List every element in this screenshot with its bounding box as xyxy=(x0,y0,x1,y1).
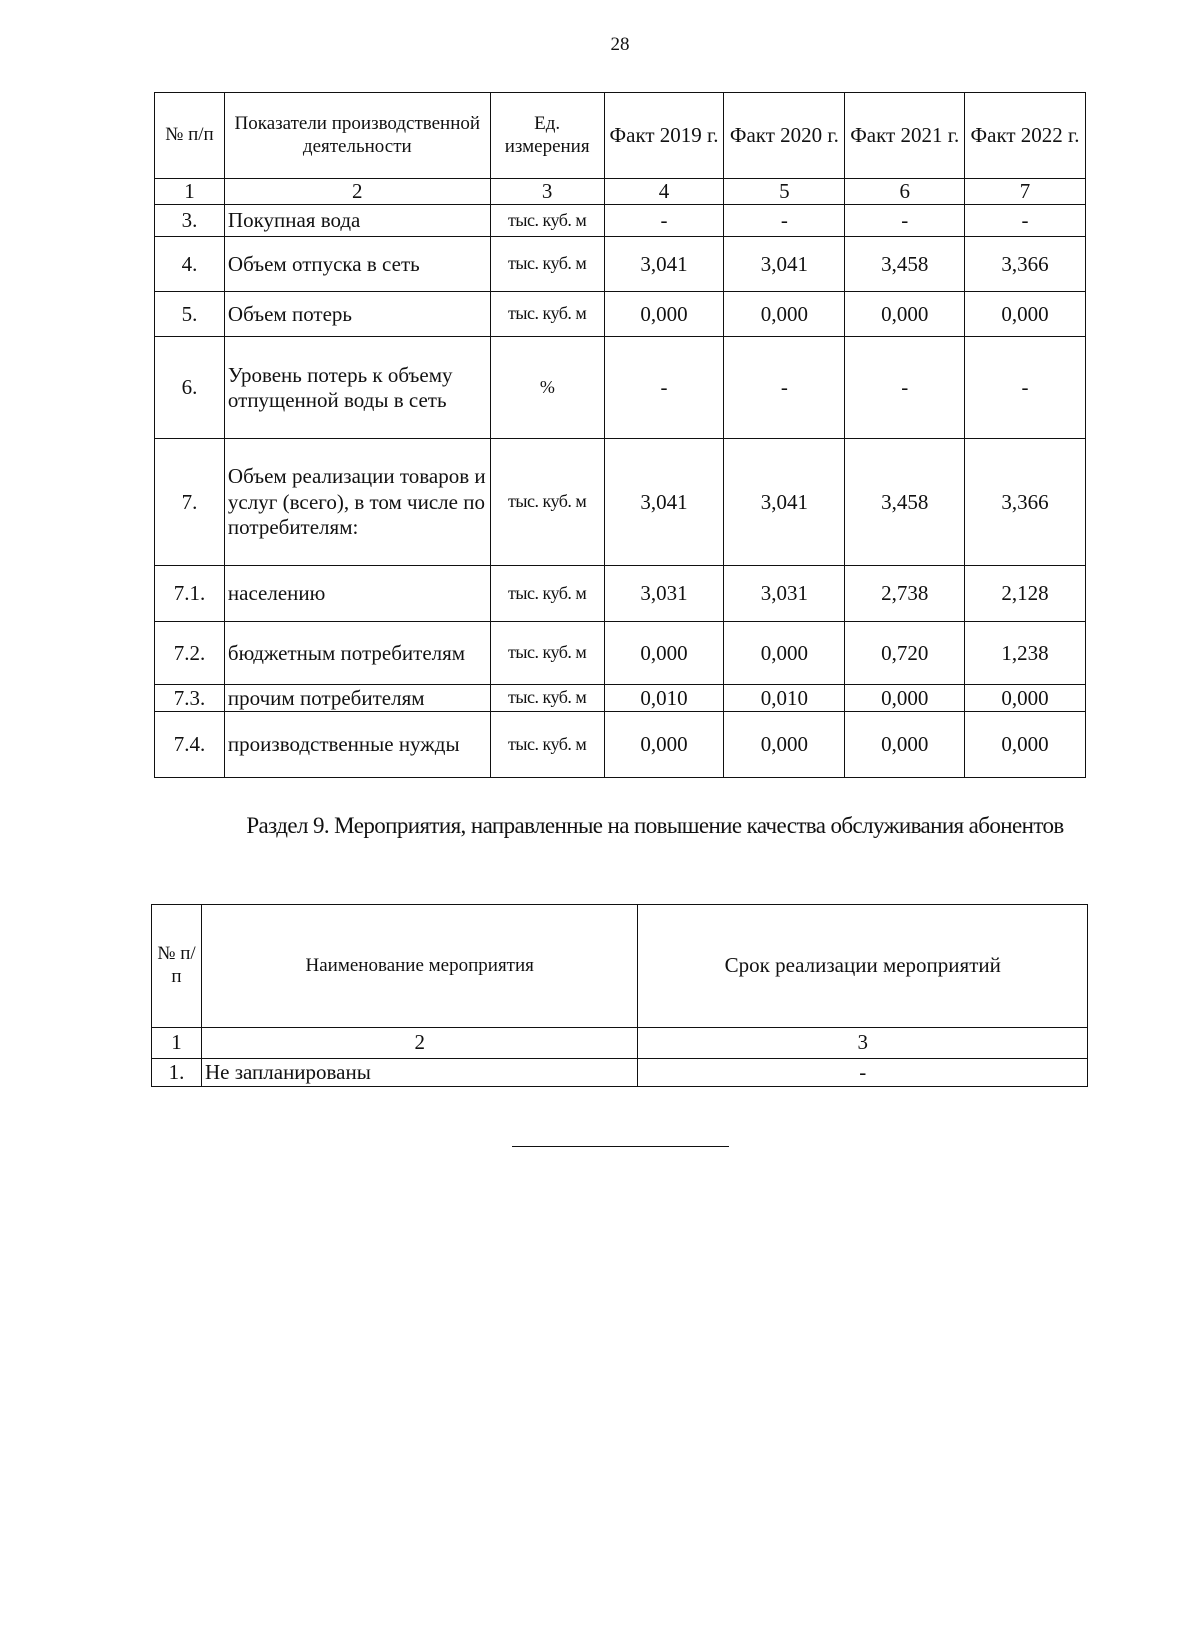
value-2022: 1,238 xyxy=(965,622,1086,685)
table-header-row xyxy=(152,905,1088,1028)
row-indicator: населению xyxy=(224,566,490,622)
row-indicator: Объем реализации товаров и услуг (всего), в том числе по потребителям: xyxy=(224,439,490,566)
col-number: 5 xyxy=(724,179,845,205)
column-number-row xyxy=(152,1028,1088,1059)
header-indicator: Показатели производственной деятельности xyxy=(224,93,490,179)
table-row xyxy=(155,205,1086,237)
table-header-row xyxy=(155,93,1086,179)
col-number: 7 xyxy=(965,179,1086,205)
value-2021: - xyxy=(845,205,965,237)
row-num: 5. xyxy=(155,292,225,337)
value-2022: 3,366 xyxy=(965,439,1086,566)
value-2020: 0,000 xyxy=(724,292,845,337)
row-num: 6. xyxy=(155,337,225,439)
value-2021: 3,458 xyxy=(845,237,965,292)
page-number: 28 xyxy=(610,34,630,55)
value-2022: - xyxy=(965,205,1086,237)
table-row xyxy=(155,622,1086,685)
value-2022: 0,000 xyxy=(965,685,1086,712)
row-unit: % xyxy=(490,337,604,439)
table-row xyxy=(152,1059,1088,1087)
value-2020: - xyxy=(724,205,845,237)
table-row xyxy=(155,237,1086,292)
value-2022: 0,000 xyxy=(965,712,1086,778)
value-2022: 2,128 xyxy=(965,566,1086,622)
row-unit: тыс. куб. м xyxy=(490,292,604,337)
table-row xyxy=(155,337,1086,439)
row-unit: тыс. куб. м xyxy=(490,685,604,712)
row-measure-name: Не запланированы xyxy=(201,1059,638,1087)
header-2020: Факт 2020 г. xyxy=(724,93,845,179)
value-2019: 0,000 xyxy=(604,292,724,337)
row-indicator: Уровень потерь к объему отпущенной воды в сеть xyxy=(224,337,490,439)
header-num: № п/п xyxy=(155,93,225,179)
row-num: 4. xyxy=(155,237,225,292)
table-row xyxy=(155,685,1086,712)
table-row xyxy=(155,712,1086,778)
value-2021: 2,738 xyxy=(845,566,965,622)
value-2022: 0,000 xyxy=(965,292,1086,337)
value-2019: 3,041 xyxy=(604,237,724,292)
value-2021: 0,000 xyxy=(845,292,965,337)
value-2019: - xyxy=(604,337,724,439)
section-title: Раздел 9. Мероприятия, направленные на повышение качества обслуживания абонентов xyxy=(246,813,1064,838)
header-measure-name: Наименование мероприятия xyxy=(201,905,638,1028)
value-2020: 3,041 xyxy=(724,237,845,292)
value-2022: - xyxy=(965,337,1086,439)
row-indicator: Объем отпуска в сеть xyxy=(224,237,490,292)
row-unit: тыс. куб. м xyxy=(490,205,604,237)
value-2020: 3,041 xyxy=(724,439,845,566)
column-number-row xyxy=(155,179,1086,205)
row-num: 7.3. xyxy=(155,685,225,712)
header-unit: Ед. измерения xyxy=(490,93,604,179)
col-number: 4 xyxy=(604,179,724,205)
value-2021: 0,000 xyxy=(845,685,965,712)
col-number: 1 xyxy=(155,179,225,205)
header-2019: Факт 2019 г. xyxy=(604,93,724,179)
value-2021: 3,458 xyxy=(845,439,965,566)
value-2021: 0,720 xyxy=(845,622,965,685)
row-num: 7.2. xyxy=(155,622,225,685)
header-num: № п/п xyxy=(152,905,202,1028)
row-indicator: Объем потерь xyxy=(224,292,490,337)
col-number: 2 xyxy=(201,1028,638,1059)
row-unit: тыс. куб. м xyxy=(490,622,604,685)
row-term: - xyxy=(638,1059,1088,1087)
row-indicator: производственные нужды xyxy=(224,712,490,778)
measures-table xyxy=(151,904,1088,1087)
row-num: 7.1. xyxy=(155,566,225,622)
row-indicator: прочим потребителям xyxy=(224,685,490,712)
row-unit: тыс. куб. м xyxy=(490,439,604,566)
value-2019: - xyxy=(604,205,724,237)
row-indicator: бюджетным потребителям xyxy=(224,622,490,685)
value-2019: 0,000 xyxy=(604,712,724,778)
value-2021: - xyxy=(845,337,965,439)
end-rule xyxy=(512,1146,729,1147)
value-2022: 3,366 xyxy=(965,237,1086,292)
row-num: 3. xyxy=(155,205,225,237)
header-term: Срок реализации мероприятий xyxy=(638,905,1088,1028)
row-num: 7.4. xyxy=(155,712,225,778)
row-unit: тыс. куб. м xyxy=(490,237,604,292)
row-unit: тыс. куб. м xyxy=(490,712,604,778)
value-2020: 0,010 xyxy=(724,685,845,712)
row-num: 7. xyxy=(155,439,225,566)
value-2019: 0,000 xyxy=(604,622,724,685)
row-indicator: Покупная вода xyxy=(224,205,490,237)
col-number: 2 xyxy=(224,179,490,205)
table-row xyxy=(155,566,1086,622)
value-2019: 3,031 xyxy=(604,566,724,622)
table-row xyxy=(155,439,1086,566)
production-indicators-table xyxy=(154,92,1086,778)
col-number: 3 xyxy=(490,179,604,205)
value-2021: 0,000 xyxy=(845,712,965,778)
row-unit: тыс. куб. м xyxy=(490,566,604,622)
col-number: 1 xyxy=(152,1028,202,1059)
header-2022: Факт 2022 г. xyxy=(965,93,1086,179)
header-2021: Факт 2021 г. xyxy=(845,93,965,179)
value-2020: 0,000 xyxy=(724,712,845,778)
col-number: 6 xyxy=(845,179,965,205)
row-num: 1. xyxy=(152,1059,202,1087)
value-2019: 3,041 xyxy=(604,439,724,566)
col-number: 3 xyxy=(638,1028,1088,1059)
table-row xyxy=(155,292,1086,337)
value-2019: 0,010 xyxy=(604,685,724,712)
value-2020: 0,000 xyxy=(724,622,845,685)
value-2020: - xyxy=(724,337,845,439)
value-2020: 3,031 xyxy=(724,566,845,622)
